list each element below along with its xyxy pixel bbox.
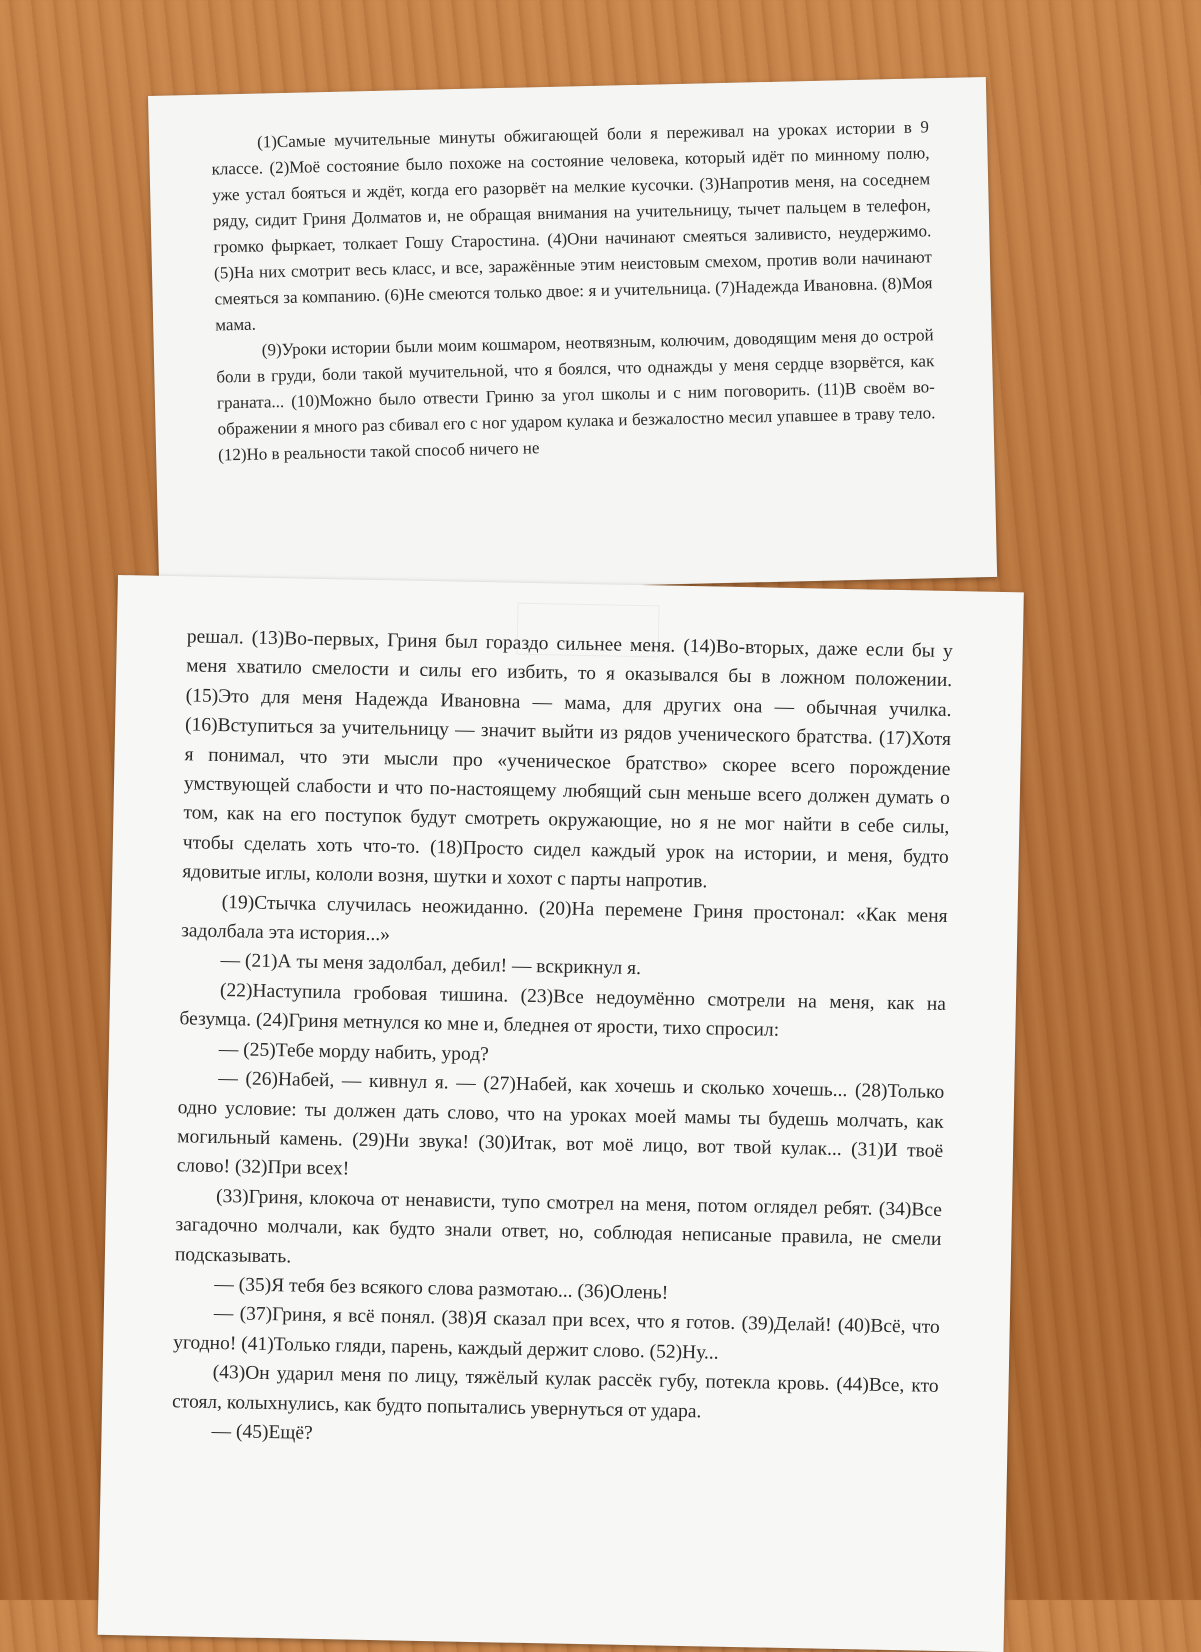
paragraph: (9)Уроки истории были моим кошмаром, неотвязным, колючим, доводящим меня до острой боли в груди, боли такой мучительной, что я боялся, что однажды у меня сердце взорвётся, как граната... (10)Можно было отвести Гриню за угол школы и с ним поговорить. (11)В своём воображении я много раз сбивал его с ног ударом кулака и безжалостно месил упавшее в траву тело. (12)Но в реальности такой способ ничего не xyxy=(216,325,936,465)
paragraph: (19)Стычка случилась неожиданно. (20)На перемене Гриня простонал: «Как меня задолбала эта история...» xyxy=(180,891,948,946)
dialogue-line: — (35)Я тебя без всякого слова размотаю... (36)Олень! xyxy=(214,1273,669,1304)
text-block-top xyxy=(149,113,994,470)
paragraph: решал. (13)Во-первых, Гриня был гораздо сильнее меня. (14)Во-вторых, даже если бы у меня хватило смелости и силы его избить, то я оказывался бы в ложном положении. (15)Это для меня Надежда Ивановна — мама, для других она — обычная училка. (16)Вступиться за учительницу — значит выйти из рядов ученического братства. (17)Хотя я понимал, что эти мысли про «ученическое братство» скорее всего порождение умствующей слабости и что по-настоящему любящий сын меньше всего должен думать о том, как на его поступок будут смотреть окружающие, но я не мог найти в себе силы, чтобы сделать хоть что-то. (18)Просто сидел каждый урок на истории, и меня, будто ядовитые иглы, кололи возня, шутки и хохот с парты напротив. xyxy=(182,626,953,893)
paragraph: (33)Гриня, клокоча от ненависти, тупо смотрел на меня, потом оглядел ребят. (34)Все загадочно молчали, как будто знали ответ, но, соблюдая неписаные правила, не смели подсказывать. xyxy=(174,1185,943,1267)
paper-sheet-bottom xyxy=(98,575,1024,1652)
paper-sheet-top xyxy=(148,77,997,596)
paragraph: (22)Наступила гробовая тишина. (23)Все недоумённо смотрели на меня, как на безумца. (24)Гриня метнулся ко мне и, бледнея от ярости, тихо спросил: xyxy=(179,979,947,1042)
dialogue-line: — (37)Гриня, я всё понял. (38)Я сказал при всех, что я готов. (39)Делай! (40)Всё, что угодно! (41)Только гляди, парень, каждый держит слово. (52)Ну... xyxy=(173,1303,940,1364)
text-block-bottom xyxy=(101,621,1023,1462)
paragraph: (1)Самые мучительные минуты обжигающей боли я переживал на уроках истории в 9 классе. (2)Моё состояние было похоже на состояние человека, который идёт по минному полю, уже устал бояться и ждёт, когда его разорвёт на мелкие кусочки. (3)Напротив меня, на соседнем ряду, сидит Гриня Долматов и, не обращая внимания на учительницу, тычет пальцем в телефон, громко фыркает, толкает Гошу Старостина. (4)Они начинают смеяться заливисто, неудержимо. (5)На них смотрит весь класс, и все, заражённые этим неистовым смехом, против воли начинают смеяться за компанию. (6)Не смеются только двое: я и учительница. (7)Надежда Ивановна. (8)Моя мама. xyxy=(211,117,933,335)
dialogue-line: — (25)Тебе морду набить, урод? xyxy=(218,1038,489,1065)
paragraph: (43)Он ударил меня по лицу, тяжёлый кулак рассёк губу, потекла кровь. (44)Все, кто стоял, колыхнулись, как будто попытались увернуться от удара. xyxy=(171,1362,939,1422)
dialogue-line: — (26)Набей, — кивнул я. — (27)Набей, как хочешь и сколько хочешь... (28)Только одно условие: ты должен дать слово, что на уроках моей мамы ты будешь молчать, как могильный камень. (29)Ни звука! (30)Итак, вот моё лицо, вот твой кулак... (31)И твоё слово! (32)При всех! xyxy=(176,1068,945,1180)
dialogue-line: — (45)Ещё? xyxy=(211,1420,313,1444)
dialogue-line: — (21)А ты меня задолбал, дебил! — вскрикнул я. xyxy=(220,950,642,980)
